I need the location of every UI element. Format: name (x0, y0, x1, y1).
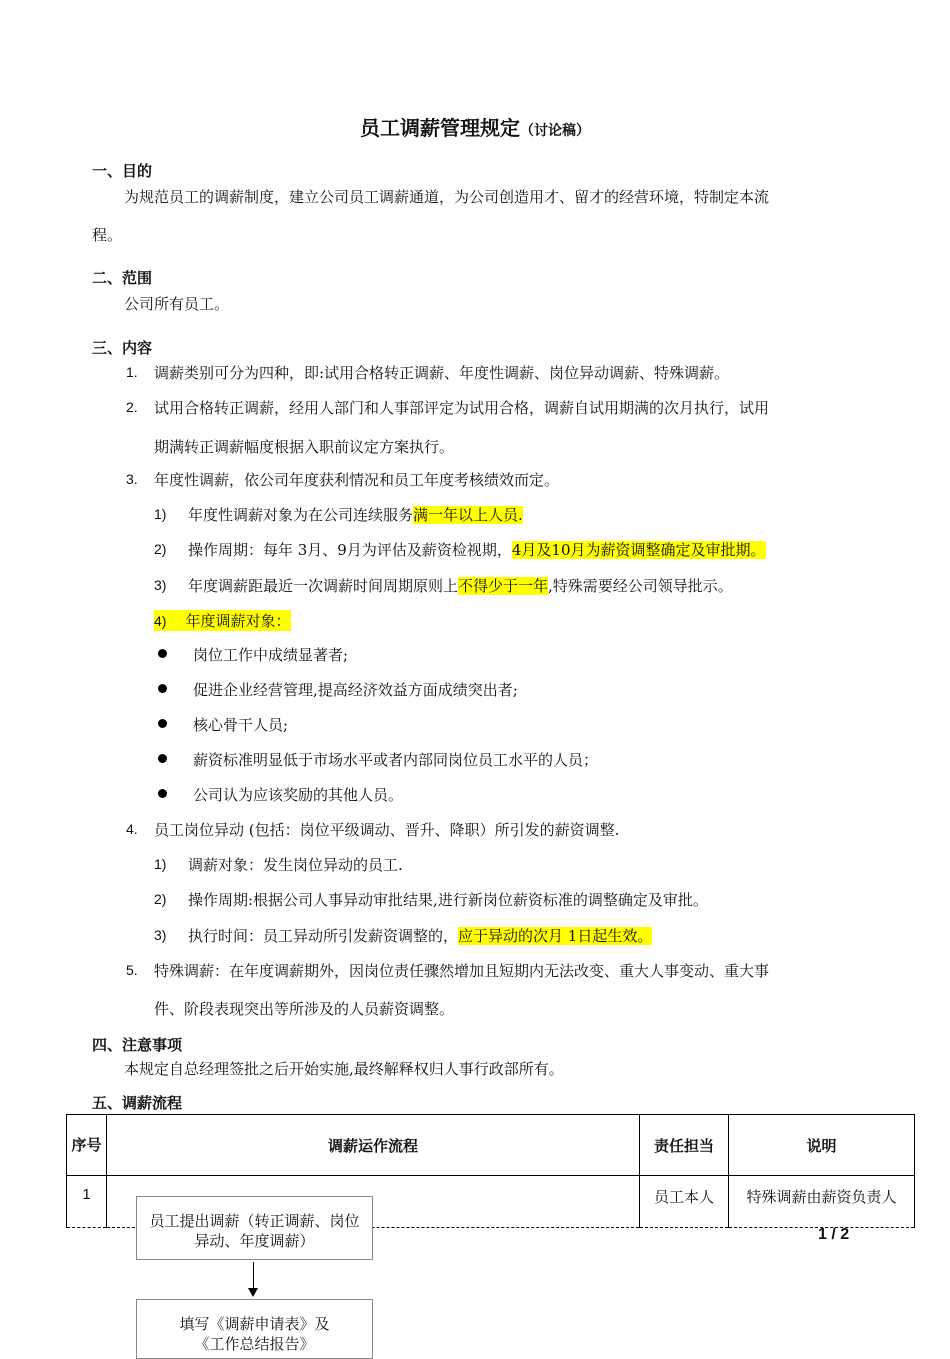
item-3-sub1-number: 1) (154, 506, 167, 522)
section-1-heading: 一、目的 (92, 162, 153, 180)
item-3-number: 3. (126, 471, 138, 487)
item-3-sub2-text: 操作周期：每年 3月、9月为评估及薪资检视期，4月及10月为薪资调整确定及审批期。 (188, 541, 766, 559)
flow-arrow-icon (248, 1288, 258, 1297)
item-4-sub3-number: 3) (154, 927, 167, 943)
flow-box-1: 员工提出调薪（转正调薪、岗位异动、年度调薪） (136, 1196, 373, 1260)
row1-responsible: 员工本人 (640, 1176, 729, 1228)
item-3-sub2-number: 2) (154, 541, 167, 557)
item-3-sub1-text: 年度性调薪对象为在公司连续服务满一年以上人员. (188, 506, 523, 524)
item-5-number: 5. (126, 962, 138, 978)
item-2-number: 2. (126, 399, 138, 415)
section-5-heading: 五、调薪流程 (92, 1094, 183, 1112)
item-3-sub3-number: 3) (154, 577, 167, 593)
item-4-sub2-text: 操作周期:根据公司人事异动审批结果,进行新岗位薪资标准的调整确定及审批。 (188, 891, 708, 909)
item-4-sub2-number: 2) (154, 891, 167, 907)
page-number: 1 / 2 (818, 1226, 850, 1243)
bullet-item: 岗位工作中成绩显著者; (193, 646, 349, 664)
flow-box-2: 填写《调薪申请表》及《工作总结报告》 (136, 1299, 373, 1359)
section-2-heading: 二、范围 (92, 269, 153, 287)
page-title (0, 112, 950, 141)
bullet-dot (158, 789, 167, 798)
section-1-line1: 为规范员工的调薪制度，建立公司员工调薪通道，为公司创造用才、留才的经营环境，特制定本流 (124, 188, 770, 206)
item-3-sub4: 4) 年度调薪对象： (154, 612, 291, 630)
bullet-item: 促进企业经营管理,提高经济效益方面成绩突出者; (193, 681, 518, 699)
header-seq: 序号 (67, 1115, 107, 1176)
section-2-text: 公司所有员工。 (124, 295, 230, 313)
highlight: 不得少于一年 (458, 577, 549, 595)
item-5-line2: 件、阶段表现突出等所涉及的人员薪资调整。 (154, 1000, 455, 1018)
bullet-dot (158, 684, 167, 693)
flow-arrow-line (253, 1262, 254, 1288)
section-1-line2: 程。 (92, 226, 123, 244)
item-4-sub1-text: 调薪对象：发生岗位异动的员工. (188, 856, 403, 874)
row1-seq: 1 (67, 1176, 107, 1228)
highlight: 应于异动的次月 1日起生效。 (458, 927, 653, 945)
header-responsible: 责任担当 (640, 1115, 729, 1176)
title-sub: （讨论稿） (520, 123, 590, 139)
item-3-text: 年度性调薪，依公司年度获利情况和员工年度考核绩效而定。 (154, 471, 560, 489)
item-2-line1: 试用合格转正调薪，经用人部门和人事部评定为试用合格，调薪自试用期满的次月执行，试用 (154, 399, 770, 417)
item-4-sub1-number: 1) (154, 856, 167, 872)
item-2-line2: 期满转正调薪幅度根据入职前议定方案执行。 (154, 438, 455, 456)
bullet-item: 公司认为应该奖励的其他人员。 (193, 786, 404, 804)
item-1-number: 1. (126, 364, 138, 380)
item-4-text: 员工岗位异动 (包括：岗位平级调动、晋升、降职）所引发的薪资调整. (154, 821, 620, 839)
bullet-item: 核心骨干人员; (193, 716, 289, 734)
item-1-text: 调薪类别可分为四种，即:试用合格转正调薪、年度性调薪、岗位异动调薪、特殊调薪。 (154, 364, 730, 382)
highlight: 4月及10月为薪资调整确定及审批期。 (511, 541, 766, 559)
item-4-sub3-text: 执行时间：员工异动所引发薪资调整的，应于异动的次月 1日起生效。 (188, 927, 653, 945)
section-4-text: 本规定自总经理签批之后开始实施,最终解释权归人事行政部所有。 (124, 1060, 564, 1078)
section-3-heading: 三、内容 (92, 339, 153, 357)
bullet-dot (158, 649, 167, 658)
header-note: 说明 (729, 1115, 915, 1176)
item-5-line1: 特殊调薪：在年度调薪期外，因岗位责任骤然增加且短期内无法改变、重大人事变动、重大事 (154, 962, 770, 980)
item-3-sub3-text: 年度调薪距最近一次调薪时间周期原则上不得少于一年,特殊需要经公司领导批示。 (188, 577, 733, 595)
title-main: 员工调薪管理规定 (360, 116, 520, 140)
highlight: 满一年以上人员. (413, 506, 523, 524)
row1-note: 特殊调薪由薪资负责人 (729, 1176, 915, 1228)
bullet-dot (158, 754, 167, 763)
bullet-item: 薪资标准明显低于市场水平或者内部同岗位员工水平的人员； (193, 751, 599, 769)
header-flow: 调薪运作流程 (107, 1115, 640, 1176)
item-4-number: 4. (126, 821, 138, 837)
bullet-dot (158, 719, 167, 728)
section-4-heading: 四、注意事项 (92, 1036, 183, 1054)
